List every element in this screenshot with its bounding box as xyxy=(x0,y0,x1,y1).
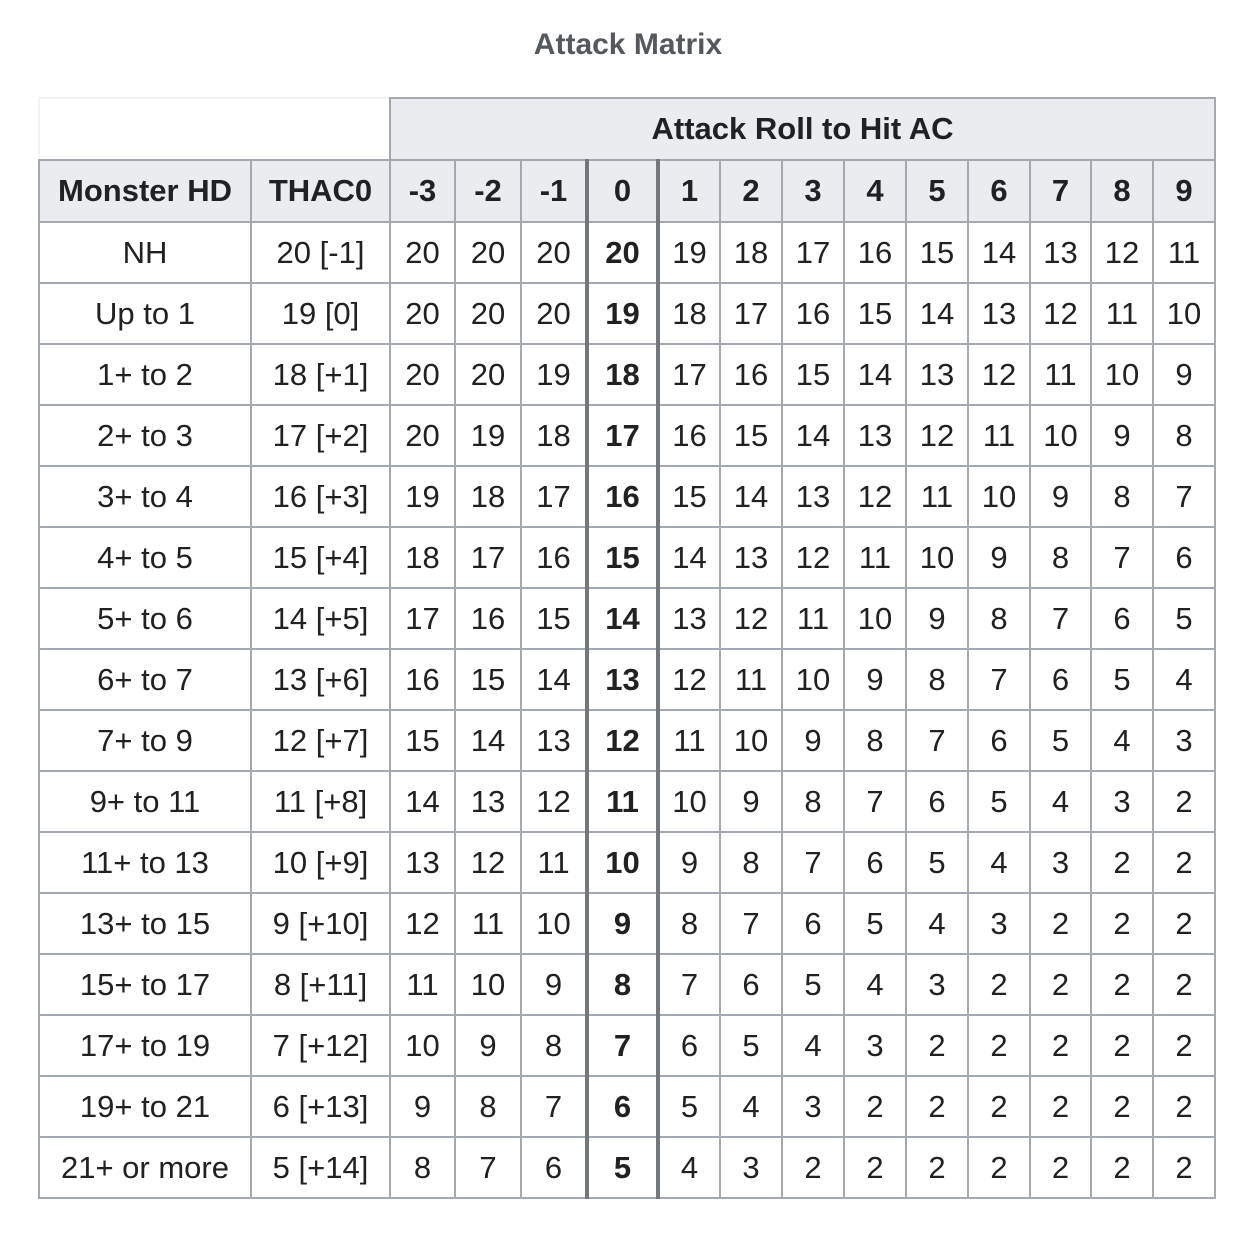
roll-cell: 5 xyxy=(844,893,906,954)
roll-cell: 3 xyxy=(1091,771,1153,832)
table-row xyxy=(39,649,1215,710)
roll-cell: 14 xyxy=(455,710,521,771)
roll-cell: 7 xyxy=(658,954,720,1015)
roll-cell: 20 xyxy=(390,283,455,344)
roll-cell: 9 xyxy=(521,954,587,1015)
roll-cell: 7 xyxy=(968,649,1030,710)
roll-cell: 14 xyxy=(658,527,720,588)
roll-cell: 2 xyxy=(1030,1015,1091,1076)
roll-cell: 9 xyxy=(844,649,906,710)
roll-cell: 3 xyxy=(720,1137,782,1198)
roll-cell: 14 xyxy=(782,405,844,466)
roll-cell: 8 xyxy=(1030,527,1091,588)
monster-hd-cell: 2+ to 3 xyxy=(39,405,251,466)
roll-cell: 16 xyxy=(782,283,844,344)
roll-cell: 4 xyxy=(844,954,906,1015)
roll-cell: 17 xyxy=(390,588,455,649)
roll-cell: 10 xyxy=(844,588,906,649)
roll-cell: 5 xyxy=(587,1137,658,1198)
roll-cell: 13 xyxy=(390,832,455,893)
roll-cell: 12 xyxy=(782,527,844,588)
table-row xyxy=(39,588,1215,649)
roll-cell: 4 xyxy=(968,832,1030,893)
roll-cell: 20 xyxy=(390,222,455,283)
roll-cell: 10 xyxy=(782,649,844,710)
table-row xyxy=(39,1076,1215,1137)
thac0-cell: 10 [+9] xyxy=(251,832,390,893)
roll-cell: 9 xyxy=(906,588,968,649)
roll-cell: 6 xyxy=(782,893,844,954)
roll-cell: 20 xyxy=(521,283,587,344)
roll-cell: 2 xyxy=(1153,1015,1215,1076)
roll-cell: 9 xyxy=(1030,466,1091,527)
thac0-cell: 16 [+3] xyxy=(251,466,390,527)
table-row xyxy=(39,283,1215,344)
column-header-ac-4: 4 xyxy=(844,160,906,222)
roll-cell: 18 xyxy=(658,283,720,344)
roll-cell: 6 xyxy=(1030,649,1091,710)
roll-cell: 11 xyxy=(455,893,521,954)
roll-cell: 15 xyxy=(844,283,906,344)
roll-cell: 2 xyxy=(906,1137,968,1198)
roll-cell: 13 xyxy=(844,405,906,466)
roll-cell: 10 xyxy=(720,710,782,771)
roll-cell: 2 xyxy=(1091,893,1153,954)
column-header-ac-9: 9 xyxy=(1153,160,1215,222)
roll-cell: 11 xyxy=(521,832,587,893)
roll-cell: 2 xyxy=(906,1015,968,1076)
matrix-body xyxy=(39,222,1215,1198)
roll-cell: 7 xyxy=(1091,527,1153,588)
roll-cell: 13 xyxy=(587,649,658,710)
roll-cell: 19 xyxy=(587,283,658,344)
roll-cell: 11 xyxy=(658,710,720,771)
roll-cell: 17 xyxy=(782,222,844,283)
roll-cell: 20 xyxy=(455,222,521,283)
roll-cell: 2 xyxy=(1030,893,1091,954)
roll-cell: 7 xyxy=(720,893,782,954)
table-row xyxy=(39,771,1215,832)
monster-hd-cell: 4+ to 5 xyxy=(39,527,251,588)
roll-cell: 5 xyxy=(782,954,844,1015)
roll-cell: 7 xyxy=(587,1015,658,1076)
roll-cell: 20 xyxy=(390,344,455,405)
roll-cell: 2 xyxy=(1091,1015,1153,1076)
roll-cell: 15 xyxy=(521,588,587,649)
attack-matrix-table xyxy=(38,97,1216,1199)
roll-cell: 14 xyxy=(521,649,587,710)
roll-cell: 2 xyxy=(1153,1137,1215,1198)
column-header-ac-0: 0 xyxy=(587,160,658,222)
monster-hd-cell: 19+ to 21 xyxy=(39,1076,251,1137)
roll-cell: 2 xyxy=(1091,1137,1153,1198)
roll-cell: 5 xyxy=(658,1076,720,1137)
roll-cell: 8 xyxy=(720,832,782,893)
roll-cell: 15 xyxy=(658,466,720,527)
roll-cell: 2 xyxy=(1153,1076,1215,1137)
roll-cell: 6 xyxy=(720,954,782,1015)
roll-cell: 10 xyxy=(390,1015,455,1076)
roll-cell: 4 xyxy=(906,893,968,954)
monster-hd-cell: 11+ to 13 xyxy=(39,832,251,893)
roll-cell: 16 xyxy=(455,588,521,649)
roll-cell: 2 xyxy=(844,1137,906,1198)
roll-cell: 9 xyxy=(782,710,844,771)
roll-cell: 17 xyxy=(658,344,720,405)
roll-cell: 8 xyxy=(906,649,968,710)
roll-cell: 17 xyxy=(455,527,521,588)
roll-cell: 2 xyxy=(1091,1076,1153,1137)
thac0-cell: 7 [+12] xyxy=(251,1015,390,1076)
monster-hd-cell: 17+ to 19 xyxy=(39,1015,251,1076)
roll-cell: 18 xyxy=(390,527,455,588)
roll-cell: 10 xyxy=(1091,344,1153,405)
roll-cell: 13 xyxy=(782,466,844,527)
roll-cell: 2 xyxy=(1153,832,1215,893)
roll-cell: 3 xyxy=(844,1015,906,1076)
roll-cell: 20 xyxy=(455,344,521,405)
roll-cell: 14 xyxy=(844,344,906,405)
roll-cell: 15 xyxy=(720,405,782,466)
roll-cell: 6 xyxy=(1091,588,1153,649)
roll-cell: 12 xyxy=(1030,283,1091,344)
roll-cell: 18 xyxy=(521,405,587,466)
roll-cell: 10 xyxy=(968,466,1030,527)
roll-cell: 13 xyxy=(968,283,1030,344)
column-header-ac-7: 7 xyxy=(1030,160,1091,222)
monster-hd-cell: 7+ to 9 xyxy=(39,710,251,771)
roll-cell: 2 xyxy=(1153,954,1215,1015)
header-blank-cell xyxy=(39,98,390,160)
monster-hd-cell: 3+ to 4 xyxy=(39,466,251,527)
roll-cell: 15 xyxy=(587,527,658,588)
roll-cell: 8 xyxy=(968,588,1030,649)
table-row xyxy=(39,466,1215,527)
roll-cell: 7 xyxy=(844,771,906,832)
roll-cell: 3 xyxy=(968,893,1030,954)
roll-cell: 11 xyxy=(1091,283,1153,344)
roll-cell: 6 xyxy=(587,1076,658,1137)
thac0-cell: 5 [+14] xyxy=(251,1137,390,1198)
roll-cell: 2 xyxy=(1091,832,1153,893)
roll-cell: 11 xyxy=(844,527,906,588)
roll-cell: 14 xyxy=(906,283,968,344)
roll-cell: 20 xyxy=(455,283,521,344)
roll-cell: 4 xyxy=(1153,649,1215,710)
roll-cell: 7 xyxy=(906,710,968,771)
roll-cell: 13 xyxy=(455,771,521,832)
roll-cell: 10 xyxy=(906,527,968,588)
column-header-ac-1: 1 xyxy=(658,160,720,222)
roll-cell: 19 xyxy=(658,222,720,283)
roll-cell: 7 xyxy=(455,1137,521,1198)
roll-cell: 15 xyxy=(782,344,844,405)
monster-hd-cell: 5+ to 6 xyxy=(39,588,251,649)
roll-cell: 6 xyxy=(968,710,1030,771)
roll-cell: 14 xyxy=(587,588,658,649)
column-header-ac-6: 6 xyxy=(968,160,1030,222)
column-header-ac-minus1: -1 xyxy=(521,160,587,222)
roll-cell: 16 xyxy=(720,344,782,405)
roll-cell: 9 xyxy=(455,1015,521,1076)
thac0-cell: 6 [+13] xyxy=(251,1076,390,1137)
roll-cell: 19 xyxy=(455,405,521,466)
roll-cell: 2 xyxy=(1091,954,1153,1015)
roll-cell: 4 xyxy=(720,1076,782,1137)
roll-cell: 2 xyxy=(968,954,1030,1015)
roll-cell: 20 xyxy=(587,222,658,283)
roll-cell: 4 xyxy=(1030,771,1091,832)
roll-cell: 12 xyxy=(906,405,968,466)
roll-cell: 16 xyxy=(587,466,658,527)
roll-cell: 12 xyxy=(390,893,455,954)
roll-cell: 8 xyxy=(1091,466,1153,527)
thac0-cell: 18 [+1] xyxy=(251,344,390,405)
roll-cell: 2 xyxy=(968,1137,1030,1198)
column-header-ac-minus2: -2 xyxy=(455,160,521,222)
table-row xyxy=(39,1137,1215,1198)
roll-cell: 7 xyxy=(1030,588,1091,649)
roll-cell: 18 xyxy=(587,344,658,405)
table-row xyxy=(39,222,1215,283)
attack-roll-header: Attack Roll to Hit AC xyxy=(390,98,1215,160)
roll-cell: 4 xyxy=(658,1137,720,1198)
roll-cell: 13 xyxy=(1030,222,1091,283)
roll-cell: 11 xyxy=(968,405,1030,466)
roll-cell: 2 xyxy=(1153,893,1215,954)
monster-hd-cell: 9+ to 11 xyxy=(39,771,251,832)
roll-cell: 5 xyxy=(906,832,968,893)
roll-cell: 8 xyxy=(844,710,906,771)
roll-cell: 12 xyxy=(844,466,906,527)
roll-cell: 10 xyxy=(455,954,521,1015)
roll-cell: 8 xyxy=(1153,405,1215,466)
roll-cell: 12 xyxy=(587,710,658,771)
roll-cell: 9 xyxy=(720,771,782,832)
monster-hd-cell: 13+ to 15 xyxy=(39,893,251,954)
roll-cell: 13 xyxy=(658,588,720,649)
roll-cell: 8 xyxy=(390,1137,455,1198)
table-row xyxy=(39,344,1215,405)
roll-cell: 10 xyxy=(1030,405,1091,466)
roll-cell: 9 xyxy=(390,1076,455,1137)
roll-cell: 16 xyxy=(390,649,455,710)
thac0-cell: 13 [+6] xyxy=(251,649,390,710)
roll-cell: 2 xyxy=(1030,954,1091,1015)
roll-cell: 14 xyxy=(390,771,455,832)
roll-cell: 7 xyxy=(1153,466,1215,527)
table-row xyxy=(39,527,1215,588)
column-header-thac0: THAC0 xyxy=(251,160,390,222)
roll-cell: 7 xyxy=(782,832,844,893)
column-header-ac-5: 5 xyxy=(906,160,968,222)
table-row xyxy=(39,893,1215,954)
roll-cell: 2 xyxy=(782,1137,844,1198)
roll-cell: 12 xyxy=(455,832,521,893)
thac0-cell: 11 [+8] xyxy=(251,771,390,832)
roll-cell: 11 xyxy=(587,771,658,832)
roll-cell: 5 xyxy=(1153,588,1215,649)
roll-cell: 7 xyxy=(521,1076,587,1137)
roll-cell: 13 xyxy=(720,527,782,588)
roll-cell: 11 xyxy=(390,954,455,1015)
column-header-ac-minus3: -3 xyxy=(390,160,455,222)
roll-cell: 12 xyxy=(1091,222,1153,283)
roll-cell: 6 xyxy=(521,1137,587,1198)
thac0-cell: 20 [-1] xyxy=(251,222,390,283)
roll-cell: 11 xyxy=(1153,222,1215,283)
thac0-cell: 17 [+2] xyxy=(251,405,390,466)
monster-hd-cell: Up to 1 xyxy=(39,283,251,344)
column-header-ac-2: 2 xyxy=(720,160,782,222)
monster-hd-cell: 15+ to 17 xyxy=(39,954,251,1015)
table-row xyxy=(39,405,1215,466)
table-row xyxy=(39,954,1215,1015)
roll-cell: 10 xyxy=(521,893,587,954)
roll-cell: 2 xyxy=(968,1015,1030,1076)
roll-cell: 10 xyxy=(587,832,658,893)
roll-cell: 6 xyxy=(906,771,968,832)
roll-cell: 13 xyxy=(906,344,968,405)
roll-cell: 15 xyxy=(455,649,521,710)
monster-hd-cell: 21+ or more xyxy=(39,1137,251,1198)
roll-cell: 4 xyxy=(1091,710,1153,771)
roll-cell: 17 xyxy=(720,283,782,344)
roll-cell: 20 xyxy=(390,405,455,466)
roll-cell: 9 xyxy=(1091,405,1153,466)
roll-cell: 9 xyxy=(1153,344,1215,405)
roll-cell: 2 xyxy=(1030,1137,1091,1198)
roll-cell: 15 xyxy=(906,222,968,283)
roll-cell: 19 xyxy=(390,466,455,527)
roll-cell: 2 xyxy=(844,1076,906,1137)
roll-cell: 6 xyxy=(844,832,906,893)
roll-cell: 6 xyxy=(1153,527,1215,588)
roll-cell: 19 xyxy=(521,344,587,405)
roll-cell: 5 xyxy=(720,1015,782,1076)
thac0-cell: 12 [+7] xyxy=(251,710,390,771)
column-header-monster-hd: Monster HD xyxy=(39,160,251,222)
roll-cell: 5 xyxy=(1091,649,1153,710)
roll-cell: 12 xyxy=(968,344,1030,405)
table-caption: Attack Matrix xyxy=(533,28,723,61)
thac0-cell: 14 [+5] xyxy=(251,588,390,649)
roll-cell: 10 xyxy=(658,771,720,832)
roll-cell: 12 xyxy=(521,771,587,832)
roll-cell: 16 xyxy=(844,222,906,283)
roll-cell: 5 xyxy=(968,771,1030,832)
roll-cell: 16 xyxy=(658,405,720,466)
roll-cell: 20 xyxy=(521,222,587,283)
group-header-row xyxy=(39,98,1215,160)
table-row xyxy=(39,710,1215,771)
monster-hd-cell: 6+ to 7 xyxy=(39,649,251,710)
roll-cell: 3 xyxy=(1030,832,1091,893)
roll-cell: 17 xyxy=(521,466,587,527)
monster-hd-cell: NH xyxy=(39,222,251,283)
roll-cell: 8 xyxy=(782,771,844,832)
roll-cell: 13 xyxy=(521,710,587,771)
roll-cell: 14 xyxy=(720,466,782,527)
roll-cell: 8 xyxy=(521,1015,587,1076)
thac0-cell: 8 [+11] xyxy=(251,954,390,1015)
roll-cell: 2 xyxy=(906,1076,968,1137)
roll-cell: 9 xyxy=(968,527,1030,588)
roll-cell: 18 xyxy=(455,466,521,527)
roll-cell: 11 xyxy=(1030,344,1091,405)
column-header-row xyxy=(39,160,1215,222)
roll-cell: 12 xyxy=(720,588,782,649)
thac0-cell: 9 [+10] xyxy=(251,893,390,954)
column-header-ac-8: 8 xyxy=(1091,160,1153,222)
roll-cell: 8 xyxy=(587,954,658,1015)
roll-cell: 2 xyxy=(968,1076,1030,1137)
thac0-cell: 19 [0] xyxy=(251,283,390,344)
roll-cell: 8 xyxy=(455,1076,521,1137)
roll-cell: 15 xyxy=(390,710,455,771)
monster-hd-cell: 1+ to 2 xyxy=(39,344,251,405)
roll-cell: 10 xyxy=(1153,283,1215,344)
roll-cell: 17 xyxy=(587,405,658,466)
roll-cell: 14 xyxy=(968,222,1030,283)
roll-cell: 16 xyxy=(521,527,587,588)
roll-cell: 9 xyxy=(658,832,720,893)
roll-cell: 5 xyxy=(1030,710,1091,771)
roll-cell: 8 xyxy=(658,893,720,954)
roll-cell: 2 xyxy=(1030,1076,1091,1137)
roll-cell: 18 xyxy=(720,222,782,283)
roll-cell: 9 xyxy=(587,893,658,954)
roll-cell: 12 xyxy=(658,649,720,710)
roll-cell: 2 xyxy=(1153,771,1215,832)
roll-cell: 3 xyxy=(782,1076,844,1137)
roll-cell: 3 xyxy=(1153,710,1215,771)
column-header-ac-3: 3 xyxy=(782,160,844,222)
roll-cell: 11 xyxy=(782,588,844,649)
roll-cell: 11 xyxy=(906,466,968,527)
roll-cell: 6 xyxy=(658,1015,720,1076)
table-row xyxy=(39,1015,1215,1076)
roll-cell: 11 xyxy=(720,649,782,710)
thac0-cell: 15 [+4] xyxy=(251,527,390,588)
roll-cell: 4 xyxy=(782,1015,844,1076)
roll-cell: 3 xyxy=(906,954,968,1015)
table-row xyxy=(39,832,1215,893)
